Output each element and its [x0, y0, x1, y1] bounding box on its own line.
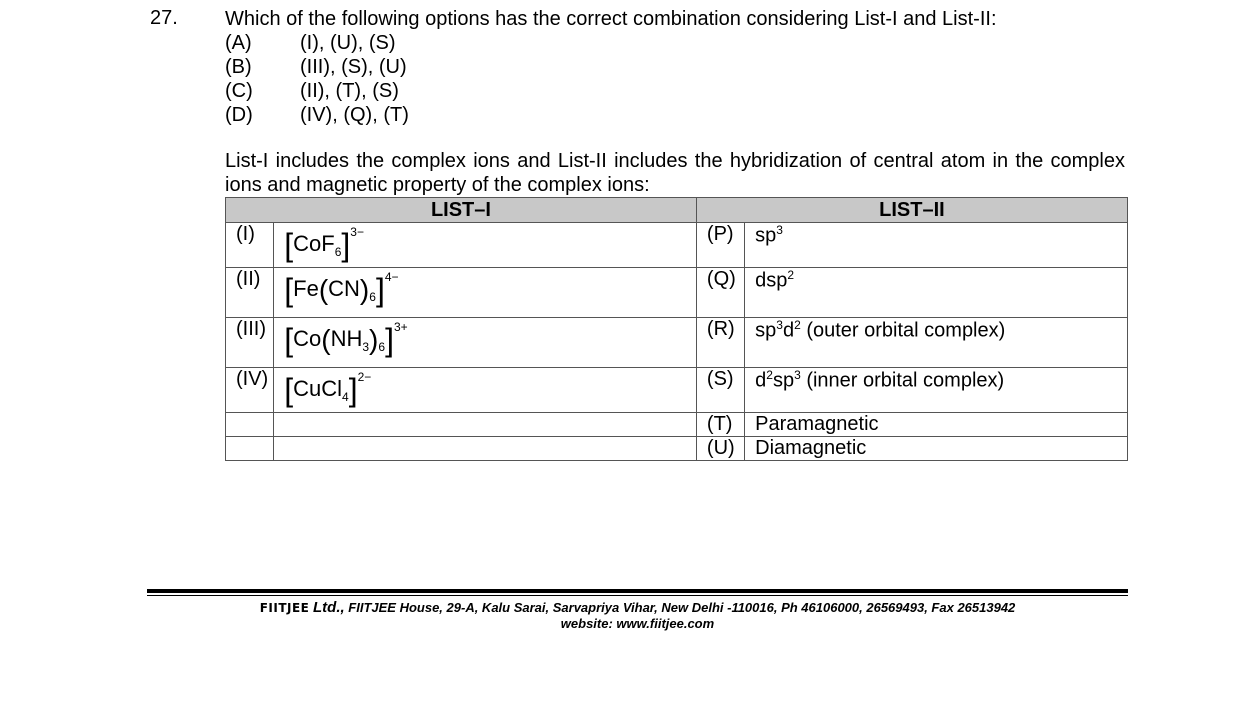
list1-formula: $[CoF_6]^{3-}$	[274, 223, 697, 268]
option-value: (II), (T), (S)	[300, 80, 399, 102]
list2-label: (U)	[696, 437, 744, 461]
footer-rule-thin	[147, 595, 1128, 596]
empty-cell	[274, 413, 697, 437]
option-value: (IV), (Q), (T)	[300, 104, 409, 126]
list2-label: (S)	[696, 368, 744, 413]
footer-address-line	[147, 600, 1128, 616]
option-label: (A)	[225, 32, 252, 54]
option-b	[225, 55, 409, 79]
option-label: (C)	[225, 80, 253, 102]
options-list	[225, 31, 409, 127]
list2-value: $d^2sp^3$ (inner orbital complex)	[745, 368, 1128, 413]
empty-cell	[226, 437, 274, 461]
list1-label: (II)	[226, 268, 274, 318]
list1-formula: [CuCl$_4$]$^{2-}$	[274, 368, 697, 413]
option-value: (I), (U), (S)	[300, 32, 396, 54]
list2-value: $sp^3d^2$ (outer orbital complex)	[745, 318, 1128, 368]
question-number: 27.	[150, 7, 178, 29]
option-d	[225, 103, 409, 127]
question-text: Which of the following options has the correct combination considering List-I and List-II:	[225, 8, 997, 30]
option-c	[225, 79, 409, 103]
footer-ltd: Ltd.,	[313, 599, 345, 616]
list2-header: LIST–II	[696, 198, 1127, 223]
list1-formula: $[Fe(CN)_6]^{4-}$	[274, 268, 697, 318]
list2-value: $sp^3$	[745, 223, 1128, 268]
footer-brand: FIITJEE	[259, 601, 310, 615]
list2-value: Paramagnetic	[745, 413, 1128, 437]
page-footer	[147, 600, 1128, 632]
list2-label: (Q)	[696, 268, 744, 318]
list1-label: (III)	[226, 318, 274, 368]
option-a	[225, 31, 409, 55]
instruction-paragraph: List-I includes the complex ions and List-II includes the hybridization of central atom in the complex ions and magnetic property of the complex ions:	[225, 150, 1125, 196]
list2-value: dsp$^2$	[745, 268, 1128, 318]
list1-label: (I)	[226, 223, 274, 268]
list2-value: Diamagnetic	[745, 437, 1128, 461]
empty-cell	[226, 413, 274, 437]
option-value: (III), (S), (U)	[300, 56, 407, 78]
list1-header: LIST–I	[226, 198, 697, 223]
list2-label: (P)	[696, 223, 744, 268]
footer-website: website: www.fiitjee.com	[560, 616, 715, 631]
footer-rule-thick	[147, 589, 1128, 593]
list1-label: (IV)	[226, 368, 274, 413]
option-label: (D)	[225, 104, 253, 126]
list2-label: (R)	[696, 318, 744, 368]
list1-formula: $[Co(NH_3)_6]^{3+}$	[274, 318, 697, 368]
list2-label: (T)	[696, 413, 744, 437]
empty-cell	[274, 437, 697, 461]
footer-address: FIITJEE House, 29-A, Kalu Sarai, Sarvapriya Vihar, New Delhi -110016, Ph 46106000, 26569493, Fax 26513942	[348, 600, 1016, 615]
matching-table	[225, 197, 1128, 461]
option-label: (B)	[225, 56, 252, 78]
